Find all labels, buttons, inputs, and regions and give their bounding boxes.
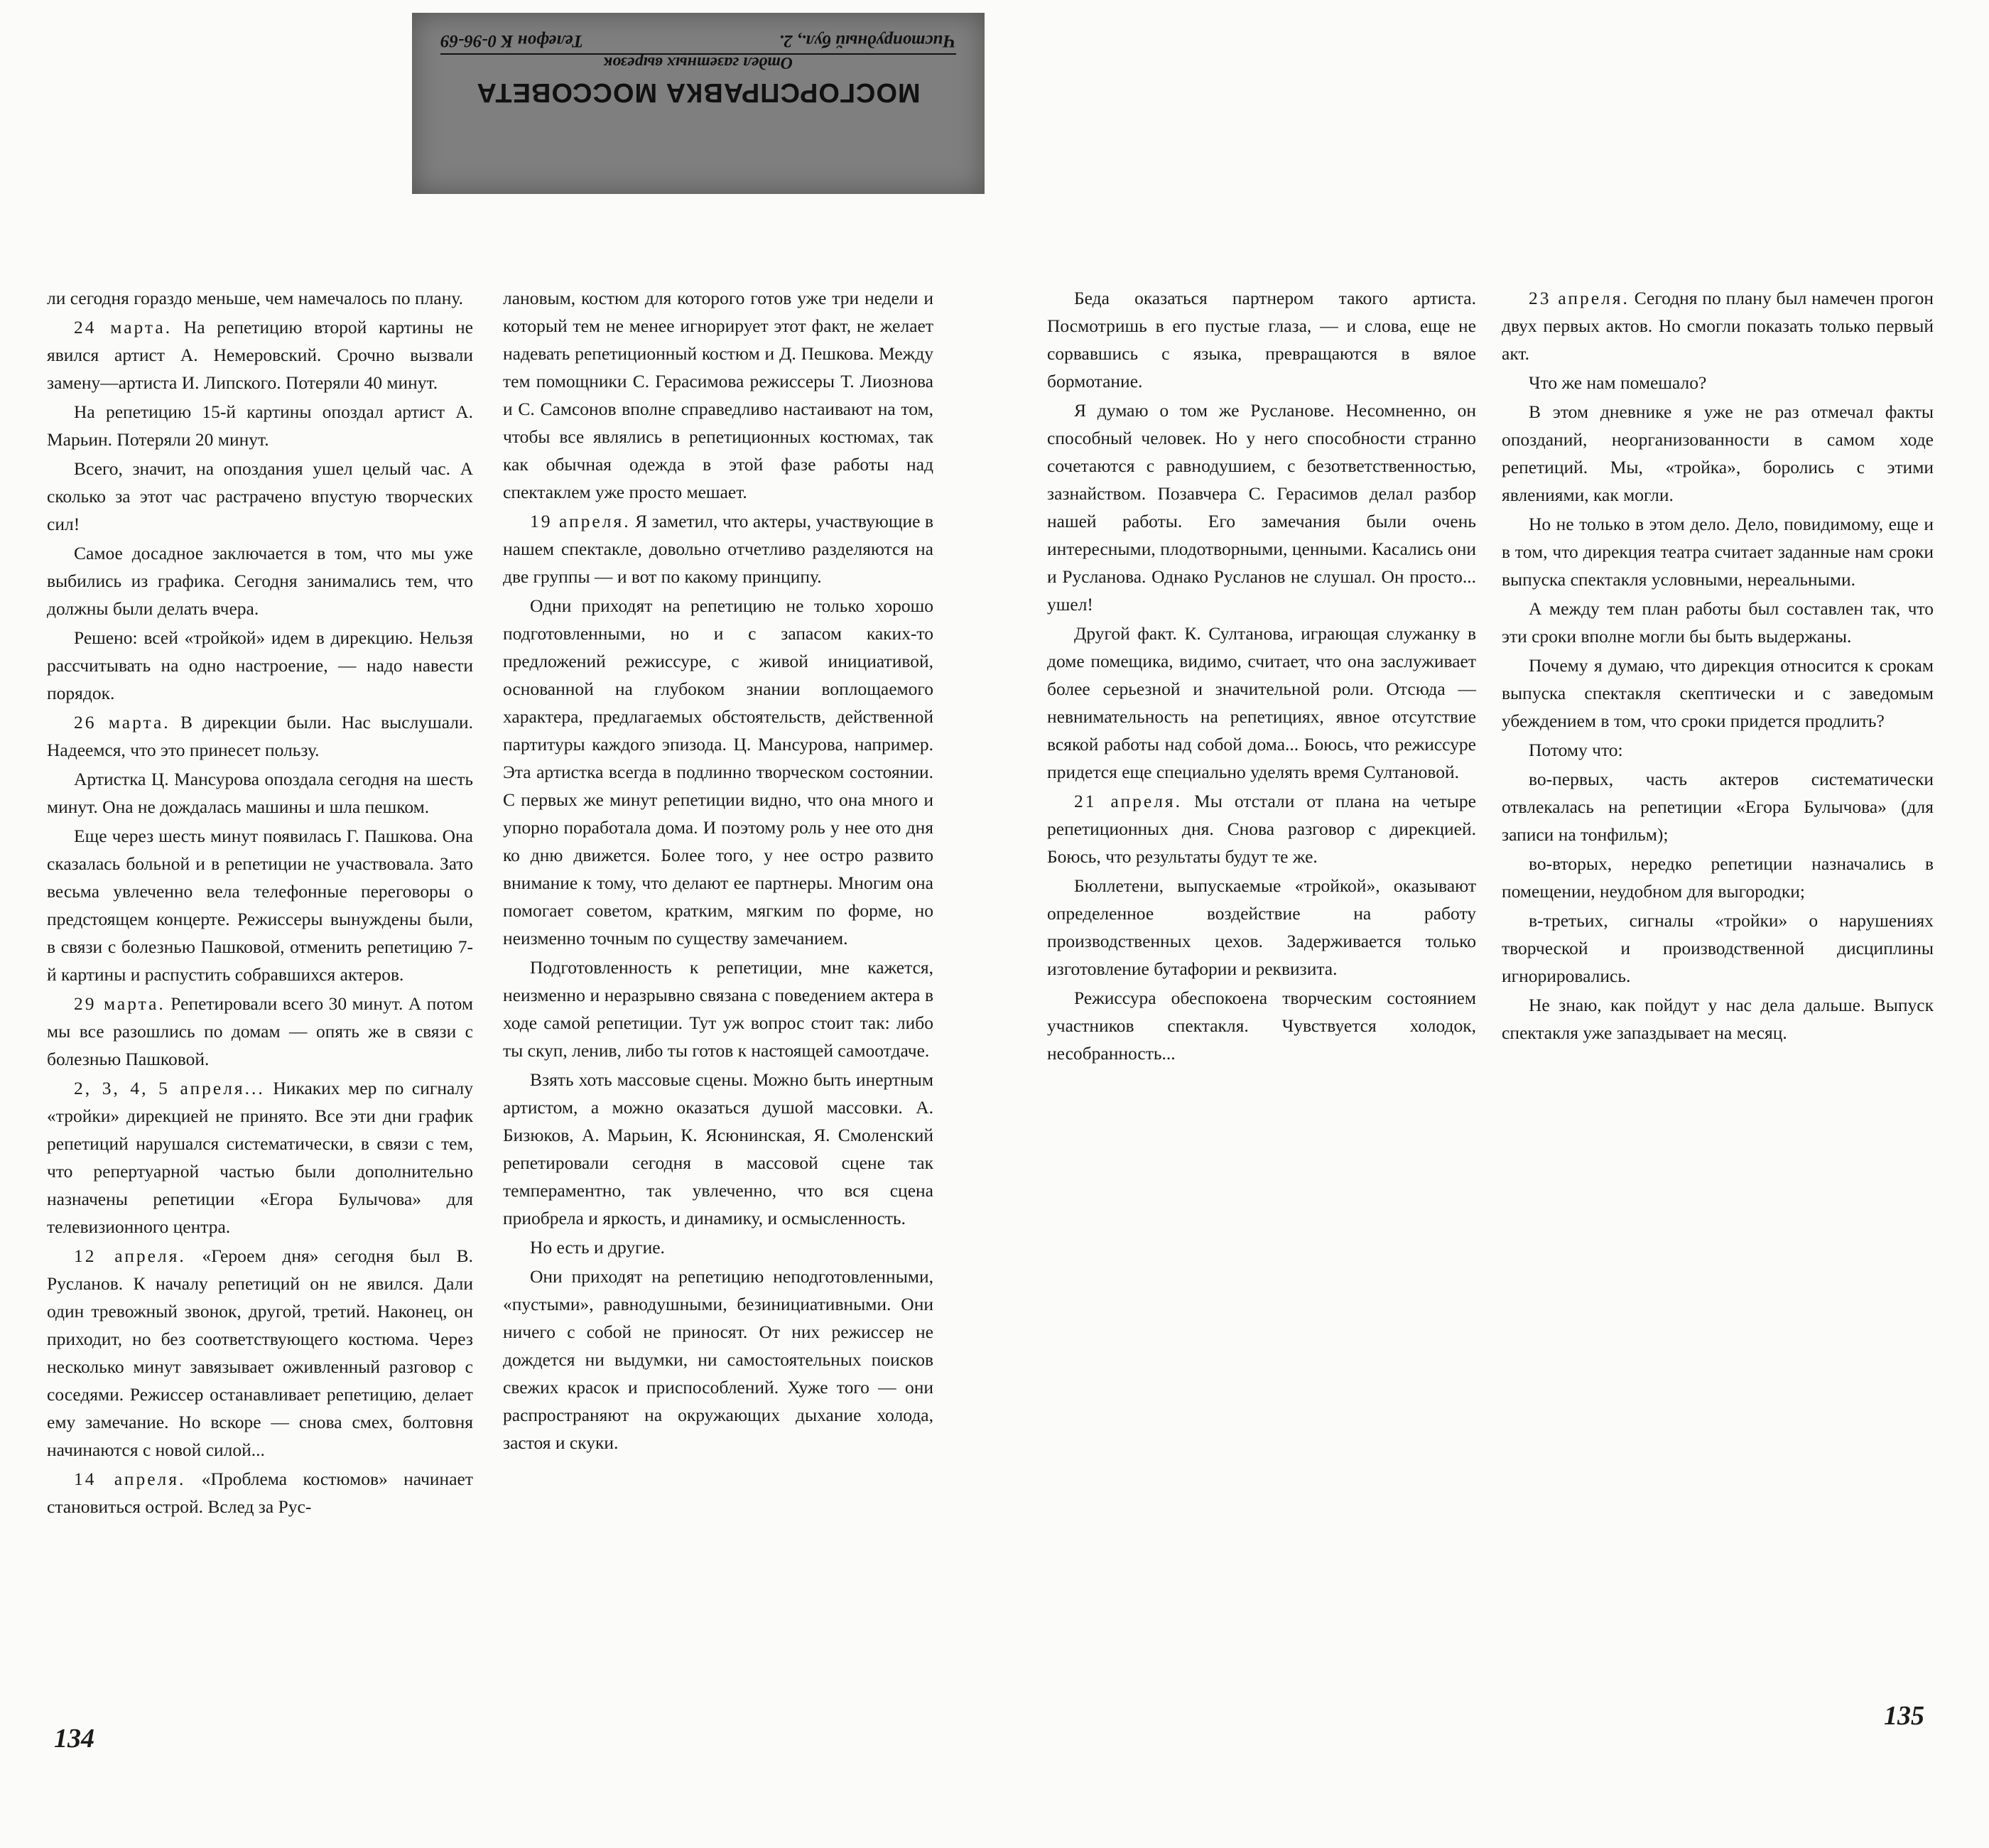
stamp-dept: Отдел газетных вырезок xyxy=(603,53,793,72)
paragraph xyxy=(1502,652,1934,735)
stamp-org: МОСГОРСПРАВКА МОССОВЕТА xyxy=(476,77,921,107)
paragraph-text: «Проблема костюмов» начинает становиться острой. Вслед за Рус- xyxy=(47,1469,473,1517)
paragraph-text: В дирекции были. Нас выслушали. Надеемся, что это принесет пользу. xyxy=(47,712,474,760)
paragraph xyxy=(47,284,473,312)
paragraph-text: «Героем дня» сегодня был В. Русланов. К началу репетиций он не явился. Дали один тревожный звонок, другой, третий. Наконец, он приходит, но без соответствующего костюма. Через несколько минут завязывает оживленный разговор с соседями. Режиссер останавливает репетицию, делает ему замечание. Но вскоре — снова смех, болтовня начинаются с новой силой... xyxy=(47,1245,473,1460)
paragraph-text: Не знаю, как пойдут у нас дела дальше. Выпуск спектакля уже запаздывает на месяц. xyxy=(1502,995,1934,1043)
stamp-contacts xyxy=(440,31,956,55)
paragraph-text: лановым, костюм для которого готов уже три недели и который тем не менее игнорирует этот факт, не желает надевать репетиционный костюм и Д. Пешкова. Между тем помощники С. Герасимова режиссеры Т. Лиознова и С. Самсонов вполне справедливо настаивают на том, чтобы все являлись в репетиционных костюмах, так как обычная одежда в этой фазе работы над спектаклем уже просто мешает. xyxy=(503,288,933,502)
paragraph xyxy=(47,1242,473,1464)
diary-date: 14 апреля. xyxy=(74,1469,186,1489)
diary-date: 21 апреля. xyxy=(1074,791,1183,811)
paragraph-text: Но не только в этом дело. Дело, повидимому, еще и в том, что дирекция театра считает заданные нам сроки выпуска спектакля условными, нереальными. xyxy=(1502,514,1934,590)
diary-date: 24 марта. xyxy=(74,317,173,337)
paragraph xyxy=(503,592,933,952)
paragraph xyxy=(47,1465,473,1520)
paragraph xyxy=(1502,284,1934,367)
paragraph xyxy=(1047,787,1476,870)
text-column-4 xyxy=(1502,284,1934,1048)
paragraph-text: Взять хоть массовые сцены. Можно быть инертным артистом, а можно оказаться душой массовки. А. Бизюков, А. Марьин, К. Ясюнинская, Я. Смоленский репетировали сегодня в массовой сцене так темпераментно, так увлеченно, что вся сцена приобрела и яркость, и динамику, и осмысленность. xyxy=(503,1069,933,1228)
paragraph xyxy=(1502,398,1934,509)
paragraph xyxy=(1502,736,1934,764)
page-number-left: 134 xyxy=(54,1724,94,1754)
paragraph-text: Почему я думаю, что дирекция относится к срокам выпуска спектакля скептически и с заведомым убеждением в том, что сроки придется продлить? xyxy=(1502,655,1934,731)
paragraph-text: Никаких мер по сигналу «тройки» дирекцией не принято. Все эти дни график репетиций нарушался систематически, в связи с тем, что репертуарной частью были дополнительно назначены репетиции «Егора Булычова» для телевизионного центра. xyxy=(47,1078,474,1237)
paragraph-text: во-вторых, нередко репетиции назначались в помещении, неудобном для выгородки; xyxy=(1502,853,1934,902)
paragraph-text: Бюллетени, выпускаемые «тройкой», оказывают определенное воздействие на работу производственных цехов. Задерживается только изготовление бутафории и реквизита. xyxy=(1047,875,1476,979)
diary-date: 23 апреля. xyxy=(1529,288,1630,308)
paragraph xyxy=(47,398,473,453)
paragraph xyxy=(1047,620,1476,786)
paragraph xyxy=(503,284,933,506)
paragraph xyxy=(47,1074,473,1241)
diary-date: 26 марта. xyxy=(74,712,170,733)
paragraph xyxy=(1047,984,1476,1067)
paragraph xyxy=(47,765,473,821)
paragraph xyxy=(1502,850,1934,905)
paragraph-text: Режиссура обеспокоена творческим состоянием участников спектакля. Чувствуется холодок, несобранность... xyxy=(1047,988,1476,1064)
paragraph xyxy=(503,1263,933,1457)
paragraph-text: На репетицию второй картины не явился артист А. Немеровский. Срочно вызвали замену—артиста И. Липского. Потеряли 40 минут. xyxy=(47,317,474,393)
paragraph-text: В этом дневнике я уже не раз отмечал факты опозданий, неорганизованности в самом ходе репетиций. Мы, «тройка», боролись с этими явлениями, как могли. xyxy=(1502,401,1934,505)
paragraph xyxy=(503,1233,933,1261)
paragraph-text: Подготовленность к репетиции, мне кажется, неизменно и неразрывно связана с поведением актера в ходе самой репетиции. Тут уж вопрос стоит так: либо ты скуп, ленив, либо ты готов к настоящей самоотдаче. xyxy=(503,957,933,1061)
paragraph xyxy=(47,455,473,538)
stamp-address: Чистопрудный бул., 2. xyxy=(779,31,956,50)
paragraph xyxy=(1047,284,1476,395)
paragraph-text: Беда оказаться партнером такого артиста. Посмотришь в его пустые глаза, — и слова, еще не сорвавшись с языка, превращаются в вялое бормотание. xyxy=(1047,288,1476,391)
paragraph-text: Сегодня по плану был намечен прогон двух первых актов. Но смогли показать только первый акт. xyxy=(1502,288,1934,364)
paragraph-text: Еще через шесть минут появилась Г. Пашкова. Она сказалась больной и в репетиции не участвовала. Зато весьма увлеченно вела телефонные переговоры о предстоящем концерте. Режиссеры вынуждены были, в связи с болезнью Пашковой, отменить репетицию 7-й картины и распустить собравшихся актеров. xyxy=(47,826,473,985)
paragraph xyxy=(47,708,473,764)
paragraph xyxy=(1502,510,1934,593)
stamp-phone: Телефон К 0-96-69 xyxy=(440,31,584,50)
paragraph xyxy=(1047,396,1476,618)
paragraph xyxy=(1502,907,1934,990)
paragraph-text: Я думаю о том же Русланове. Несомненно, он способный человек. Но у него способности странно сочетаются с равнодушием, с безответственностью, зазнайством. Позавчера С. Герасимов делал разбор нашей работы. Его замечания были очень интересными, плодотворными, ценными. Касались они и Русланова. Однако Русланов не слушал. Он просто... ушел! xyxy=(1047,400,1476,615)
diary-date: 12 апреля. xyxy=(74,1245,186,1266)
paragraph xyxy=(1502,765,1934,848)
paragraph-text: в-третьих, сигналы «тройки» о нарушениях творческой и производственной дисциплины игнорировались. xyxy=(1502,910,1934,986)
paragraph-text: А между тем план работы был составлен так, что эти сроки вполне могли бы быть выдержаны. xyxy=(1502,598,1934,647)
paragraph xyxy=(1502,369,1934,396)
paragraph-text: Репетировали всего 30 минут. А потом мы все разошлись по домам — опять же в связи с болезнью Пашковой. xyxy=(47,993,473,1069)
diary-date: 2, 3, 4, 5 апреля... xyxy=(74,1078,265,1098)
paragraph xyxy=(47,624,473,707)
paragraph-text: Но есть и другие. xyxy=(530,1237,665,1258)
paragraph-text: Другой факт. К. Султанова, играющая служанку в доме помещика, видимо, считает, что она заслуживает более серьезной и значительной роли. Отсюда — невнимательность на репетициях, явное отсутствие всякой работы над собой дома... Боюсь, что режиссуре придется еще специально уделять время Султановой. xyxy=(1047,623,1476,782)
paragraph-text: Артистка Ц. Мансурова опоздала сегодня на шесть минут. Она не дождалась машины и шла пешком. xyxy=(47,769,473,817)
text-column-3 xyxy=(1047,284,1476,1069)
paragraph-text: Одни приходят на репетицию не только хорошо подготовленными, но и с запасом каких-то предложений режиссуре, с живой инициативой, основанной на глубоком знании воплощаемого характера, предлагаемых обстоятельств, действенной партитуры каждого эпизода. Ц. Мансурова, например. Эта артистка всегда в подлинно творческом состоянии. С первых же минут репетиции видно, что она много и упорно поработала дома. И поэтому роль у нее ото дня ко дню движется. Более того, у нее остро развито внимание к тому, что делают ее партнеры. Многим она помогает советом, кратким, мягким по форме, но неизменно точным по существу замечанием. xyxy=(503,595,933,949)
paragraph-text: На репетицию 15-й картины опоздал артист А. Марьин. Потеряли 20 минут. xyxy=(47,401,473,450)
paragraph-text: Всего, значит, на опоздания ушел целый час. А сколько за этот час растрачено впустую творческих сил! xyxy=(47,458,473,534)
diary-date: 19 апреля. xyxy=(530,511,631,531)
paragraph-text: Они приходят на репетицию неподготовленными, «пустыми», равнодушными, безинициативными. Они ничего с собой не приносят. От них режиссер не дождется ни выдумки, ни самостоятельных поисков свежих красок и приспособлений. Хуже того — они распространяют на окружающих дыхание холода, застоя и скуки. xyxy=(503,1266,933,1453)
text-column-1 xyxy=(47,284,473,1522)
paragraph xyxy=(503,507,933,590)
paragraph xyxy=(503,953,933,1064)
paragraph-text: Я заметил, что актеры, участвующие в нашем спектакле, довольно отчетливо разделяются на две группы — и вот по какому принципу. xyxy=(503,511,934,587)
paragraph-text: Решено: всей «тройкой» идем в дирекцию. Нельзя рассчитывать на одно настроение, — надо навести порядок. xyxy=(47,627,473,703)
paragraph xyxy=(47,539,473,622)
paragraph-text: Самое досадное заключается в том, что мы уже выбились из графика. Сегодня занимались тем, что должны были делать вчера. xyxy=(47,543,473,619)
paragraph xyxy=(503,1066,933,1232)
paragraph xyxy=(47,990,473,1073)
paragraph xyxy=(47,313,473,396)
page-number-right: 135 xyxy=(1884,1701,1924,1731)
paragraph-text: во-первых, часть актеров систематически отвлекалась на репетиции «Егора Булычова» (для записи на тонфильм); xyxy=(1502,769,1934,845)
text-column-2 xyxy=(503,284,933,1458)
paragraph-text: ли сегодня гораздо меньше, чем намечалось по плану. xyxy=(47,288,463,308)
paragraph xyxy=(1502,595,1934,650)
paragraph xyxy=(1502,991,1934,1047)
paragraph-text: Что же нам помешало? xyxy=(1529,372,1707,393)
diary-date: 29 марта. xyxy=(74,993,166,1014)
paragraph xyxy=(47,822,473,988)
paragraph xyxy=(1047,872,1476,983)
clipping-stamp xyxy=(412,13,985,194)
paragraph-text: Потому что: xyxy=(1529,740,1623,760)
paragraph-text: Мы отстали от плана на четыре репетиционных дня. Снова разговор с дирекцией. Боюсь, что результаты будут те же. xyxy=(1047,791,1477,867)
